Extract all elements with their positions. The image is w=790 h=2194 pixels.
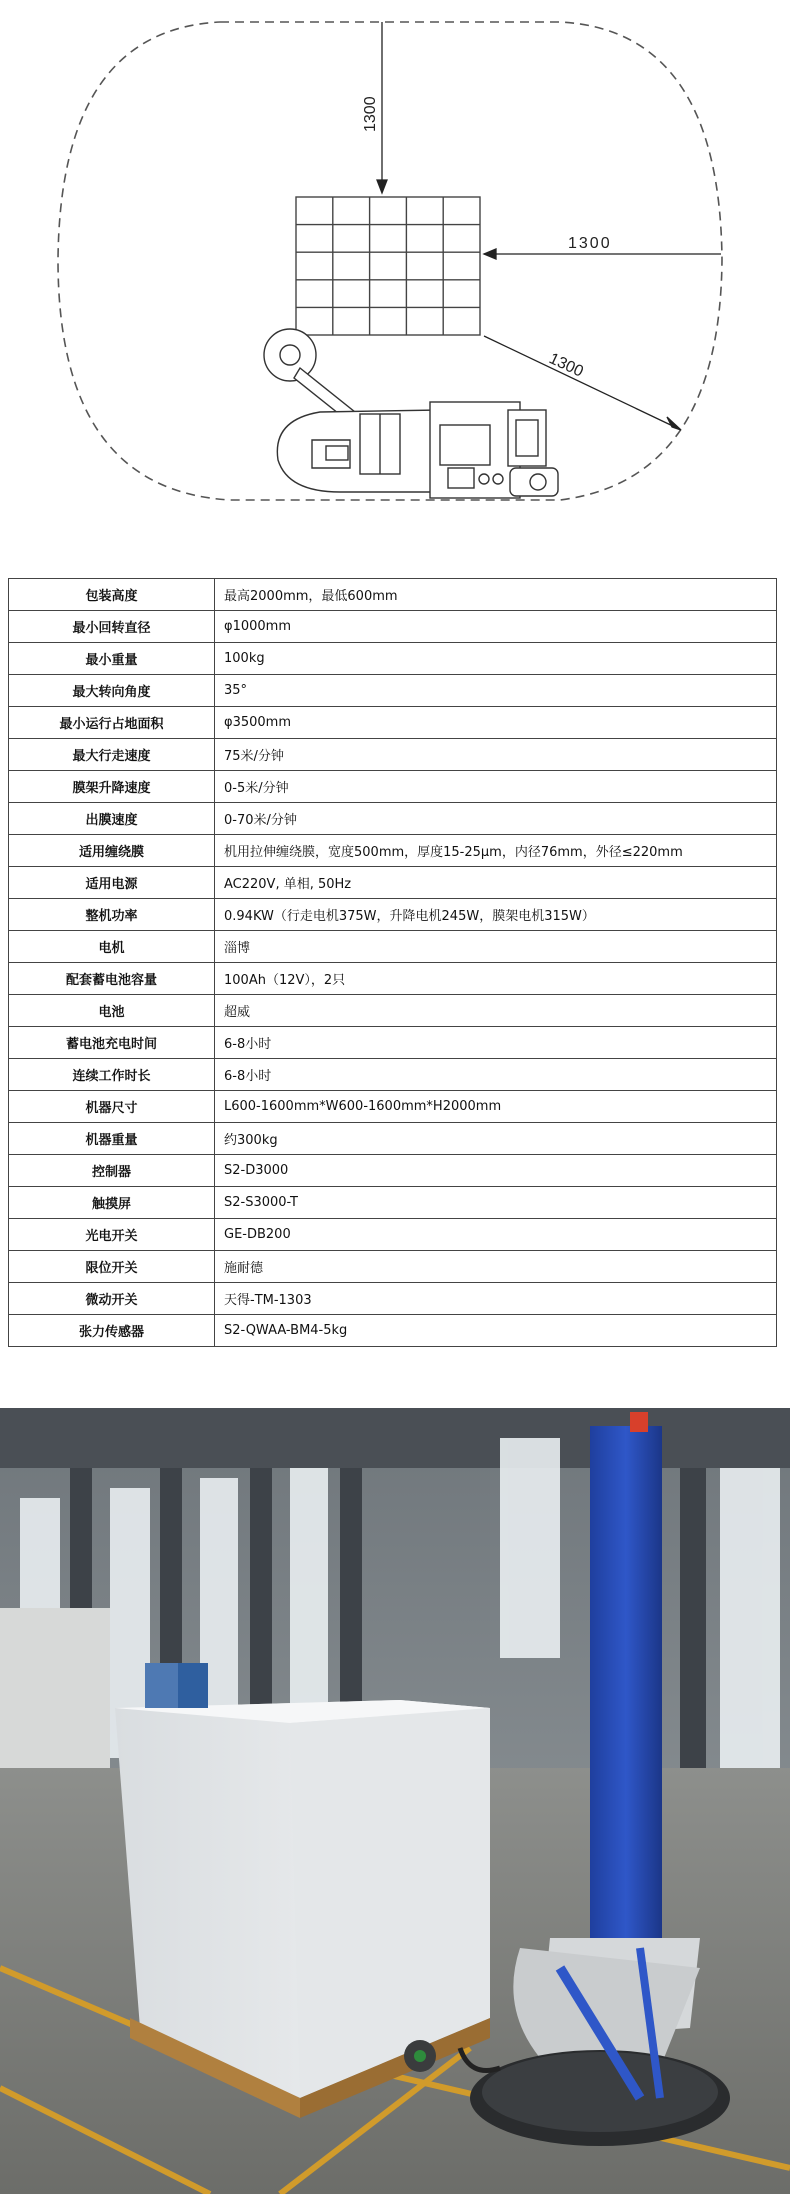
- table-row: [9, 1027, 777, 1059]
- spec-key: 电池: [9, 995, 215, 1027]
- spec-value: 100kg: [215, 643, 777, 675]
- spec-value: 100Ah（12V），2只: [215, 963, 777, 995]
- spec-key: 控制器: [9, 1155, 215, 1187]
- spec-value: AC220V, 单相, 50Hz: [215, 867, 777, 899]
- table-row: [9, 675, 777, 707]
- table-row: [9, 1219, 777, 1251]
- spec-value: 0-70米/分钟: [215, 803, 777, 835]
- wrapping-machine-top-view: [277, 402, 558, 498]
- spec-value: GE-DB200: [215, 1219, 777, 1251]
- spec-key: 适用电源: [9, 867, 215, 899]
- spec-value: φ3500mm: [215, 707, 777, 739]
- spec-value: S2-S3000-T: [215, 1187, 777, 1219]
- table-row: [9, 963, 777, 995]
- table-row: [9, 1123, 777, 1155]
- spec-value: 超威: [215, 995, 777, 1027]
- spec-value: 6-8小时: [215, 1027, 777, 1059]
- table-row: [9, 931, 777, 963]
- background-panel: [0, 1608, 110, 1768]
- table-row: [9, 707, 777, 739]
- spec-key: 机器重量: [9, 1123, 215, 1155]
- table-row: [9, 803, 777, 835]
- spec-value: 最高2000mm，最低600mm: [215, 579, 777, 611]
- spec-key: 适用缠绕膜: [9, 835, 215, 867]
- spec-key: 张力传感器: [9, 1315, 215, 1347]
- spec-key: 膜架升降速度: [9, 771, 215, 803]
- spec-key: 包装高度: [9, 579, 215, 611]
- table-row: [9, 1059, 777, 1091]
- layout-diagram: [0, 0, 790, 540]
- spec-key: 最小运行占地面积: [9, 707, 215, 739]
- spec-value: 75米/分钟: [215, 739, 777, 771]
- spec-key: 最小重量: [9, 643, 215, 675]
- spec-value: S2-D3000: [215, 1155, 777, 1187]
- spec-value: 施耐德: [215, 1251, 777, 1283]
- table-row: [9, 579, 777, 611]
- spec-key: 机器尺寸: [9, 1091, 215, 1123]
- table-row: [9, 643, 777, 675]
- spec-key: 最小回转直径: [9, 611, 215, 643]
- product-photo: [0, 1408, 790, 2194]
- spec-value: 0-5米/分钟: [215, 771, 777, 803]
- spec-key: 配套蓄电池容量: [9, 963, 215, 995]
- spec-value: 35°: [215, 675, 777, 707]
- spec-key: 光电开关: [9, 1219, 215, 1251]
- table-row: [9, 1187, 777, 1219]
- spec-key: 触摸屏: [9, 1187, 215, 1219]
- spec-key: 蓄电池充电时间: [9, 1027, 215, 1059]
- table-row: [9, 1283, 777, 1315]
- spec-table: [8, 578, 777, 1347]
- spec-value: L600-1600mm*W600-1600mm*H2000mm: [215, 1091, 777, 1123]
- table-row: [9, 739, 777, 771]
- dimension-right-label: 1300: [568, 235, 612, 252]
- table-row: [9, 1251, 777, 1283]
- table-row: [9, 771, 777, 803]
- spec-value: S2-QWAA-BM4-5kg: [215, 1315, 777, 1347]
- spec-value: 淄博: [215, 931, 777, 963]
- table-row: [9, 835, 777, 867]
- roof: [0, 1408, 790, 1468]
- spec-key: 最大转向角度: [9, 675, 215, 707]
- spec-key: 整机功率: [9, 899, 215, 931]
- spec-key: 出膜速度: [9, 803, 215, 835]
- spec-key: 连续工作时长: [9, 1059, 215, 1091]
- table-row: [9, 611, 777, 643]
- spec-value: 约300kg: [215, 1123, 777, 1155]
- table-row: [9, 1091, 777, 1123]
- spec-value: 机用拉伸缠绕膜，宽度500mm，厚度15-25μm，内径76mm，外径≤220mm: [215, 835, 777, 867]
- pallet-grid: [296, 197, 480, 335]
- spec-key: 最大行走速度: [9, 739, 215, 771]
- table-row: [9, 867, 777, 899]
- spec-value: 6-8小时: [215, 1059, 777, 1091]
- spec-key: 限位开关: [9, 1251, 215, 1283]
- spec-value: 0.94KW（行走电机375W，升降电机245W，膜架电机315W）: [215, 899, 777, 931]
- spec-key: 微动开关: [9, 1283, 215, 1315]
- table-row: [9, 899, 777, 931]
- dimension-diagonal-label: 1300: [546, 350, 586, 381]
- table-row: [9, 1315, 777, 1347]
- spec-value: φ1000mm: [215, 611, 777, 643]
- spec-key: 电机: [9, 931, 215, 963]
- dimension-top-label: 1300: [362, 96, 379, 132]
- table-row: [9, 1155, 777, 1187]
- spec-value: 天得-TM-1303: [215, 1283, 777, 1315]
- table-row: [9, 995, 777, 1027]
